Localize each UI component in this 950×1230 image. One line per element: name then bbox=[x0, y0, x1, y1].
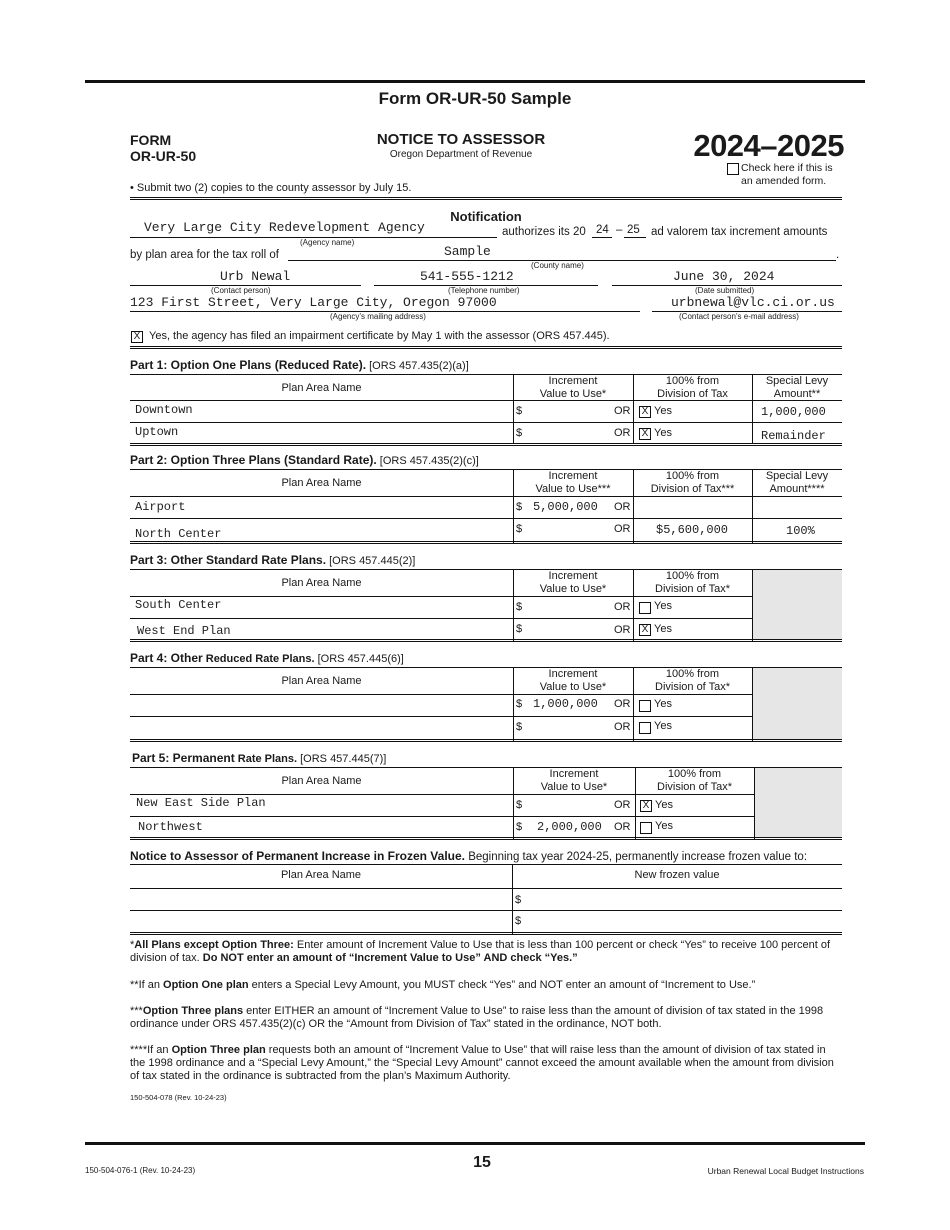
email-caption: (Contact person’s e-mail address) bbox=[679, 312, 799, 321]
after-year-text: ad valorem tax increment amounts bbox=[651, 226, 828, 238]
year-to-underline bbox=[624, 237, 646, 238]
footnote-3: ***Option Three plans enter EITHER an amount of “Increment Value to Use” to raise less than the amount of division of tax stated in the 1998 ordinance under ORS 457.435(2)(c) OR the “Amount from Division of Tax” stated in the ordinance, NOT both. bbox=[130, 1005, 824, 1030]
page-number: 15 bbox=[473, 1154, 491, 1171]
by-plan-text: by plan area for the tax roll of bbox=[130, 249, 279, 261]
county-period: . bbox=[836, 249, 840, 261]
part5-row1-plan-name[interactable]: New East Side Plan bbox=[136, 796, 266, 810]
part4-header-division: 100% from Division of Tax* bbox=[655, 668, 730, 693]
part3-row2-dollar: $ bbox=[516, 623, 523, 635]
part2-row2-or: OR bbox=[614, 523, 631, 535]
header-divider bbox=[130, 197, 842, 200]
tax-year: 2024–2025 bbox=[693, 128, 844, 163]
mailing-caption: (Agency’s mailing address) bbox=[330, 312, 426, 321]
part1-header-division: 100% from Division of Tax bbox=[657, 375, 728, 400]
footnotes bbox=[130, 939, 842, 1104]
part4-row1-yes-label: Yes bbox=[654, 698, 672, 710]
part2-header-division: 100% from Division of Tax*** bbox=[650, 470, 735, 495]
part3-row1-dollar: $ bbox=[516, 601, 523, 613]
part1-row-line bbox=[130, 422, 842, 423]
telephone-field[interactable]: 541-555-1212 bbox=[420, 269, 514, 284]
part4-row1-increment[interactable]: 1,000,000 bbox=[533, 697, 598, 711]
part3-shaded-column bbox=[753, 570, 842, 640]
part1-header-plan-name: Plan Area Name bbox=[281, 382, 362, 394]
part1-bottom-line bbox=[130, 443, 842, 446]
footnote-1: *All Plans except Option Three: Enter amount of Increment Value to Use that is less than 100 percent or check “Yes” to receive 100 percent of division of tax. Do NOT enter an amount of “Increment Value to Use” AND check “Yes.” bbox=[130, 939, 831, 964]
part5-row1-or: OR bbox=[614, 799, 631, 811]
part4-row-line bbox=[130, 716, 753, 717]
part2-row1-dollar: $ bbox=[516, 501, 523, 513]
footnote-4: ****If an Option Three plan requests both an amount of “Increment Value to Use” that will raise less than the amount of division of tax stated in the 1998 ordinance and a “Special Levy Amount,” the “Special Levy Amount” cannot exceed the amount available when the amount from division of tax stated in the ordinance is subtracted from the plan’s Maximum Authority. bbox=[130, 1044, 834, 1082]
part4-bottom-line bbox=[130, 739, 842, 742]
part4-row-line bbox=[130, 694, 753, 695]
frozen-header-new-value: New frozen value bbox=[634, 869, 720, 881]
part1-row2-or: OR bbox=[614, 427, 631, 439]
part1-row1-dollar: $ bbox=[516, 405, 523, 417]
part3-row2-yes-checkbox[interactable]: X bbox=[639, 624, 651, 636]
part1-row2-plan-name[interactable]: Uptown bbox=[135, 425, 179, 439]
part2-row1-increment[interactable]: 5,000,000 bbox=[533, 500, 598, 514]
part5-bottom-line bbox=[130, 837, 842, 840]
part2-title: Part 2: Option Three Plans (Standard Rate). [ORS 457.435(2)(c)] bbox=[130, 453, 479, 467]
part2-row1-plan-name[interactable]: Airport bbox=[135, 500, 186, 514]
notification-divider bbox=[130, 346, 842, 349]
telephone-caption: (Telephone number) bbox=[448, 286, 520, 295]
part2-header-plan-name: Plan Area Name bbox=[281, 477, 362, 489]
part1-row1-plan-name[interactable]: Downtown bbox=[135, 403, 193, 417]
part2-header-levy: Special Levy Amount**** bbox=[765, 470, 829, 495]
part2-row2-levy[interactable]: 100% bbox=[786, 524, 815, 538]
part5-row2-plan-name[interactable]: Northwest bbox=[138, 820, 203, 834]
part2-header-increment: Increment Value to Use*** bbox=[535, 470, 611, 495]
part5-row1-yes-label: Yes bbox=[655, 799, 673, 811]
year-dash: – bbox=[616, 224, 623, 236]
frozen-title: Notice to Assessor of Permanent Increase in Frozen Value. Beginning tax year 2024-25, permanently increase frozen value to: bbox=[130, 849, 808, 863]
part1-row1-yes-label: Yes bbox=[654, 405, 672, 417]
part1-row2-yes-checkbox[interactable]: X bbox=[639, 428, 651, 440]
part5-row-line bbox=[130, 794, 755, 795]
part5-shaded-column bbox=[755, 768, 842, 838]
part1-row2-dollar: $ bbox=[516, 427, 523, 439]
part1-row-line bbox=[130, 400, 842, 401]
part3-row2-yes-label: Yes bbox=[654, 623, 672, 635]
part4-row1-dollar: $ bbox=[516, 698, 523, 710]
form-revision: 150-504-078 (Rev. 10-24-23) bbox=[130, 1093, 227, 1102]
part2-row-line bbox=[130, 496, 842, 497]
part2-row-line bbox=[130, 518, 842, 519]
impairment-text: Yes, the agency has filed an impairment certificate by May 1 with the assessor (ORS 457.445). bbox=[149, 330, 610, 342]
part2-row2-dollar: $ bbox=[516, 523, 523, 535]
frozen-row1-dollar: $ bbox=[515, 894, 522, 906]
county-field[interactable]: Sample bbox=[444, 244, 491, 259]
part4-row2-dollar: $ bbox=[516, 721, 523, 733]
part3-header-plan-name: Plan Area Name bbox=[281, 577, 362, 589]
part4-row2-yes-checkbox[interactable] bbox=[639, 722, 651, 734]
part1-header-levy: Special Levy Amount** bbox=[765, 375, 829, 400]
part4-shaded-column bbox=[753, 668, 842, 739]
part5-row1-yes-checkbox[interactable]: X bbox=[640, 800, 652, 812]
notice-title: NOTICE TO ASSESSOR bbox=[376, 131, 546, 148]
agency-name-field[interactable]: Very Large City Redevelopment Agency bbox=[144, 220, 425, 235]
part3-title: Part 3: Other Standard Rate Plans. [ORS 457.445(2)] bbox=[130, 553, 416, 567]
part1-row1-yes-checkbox[interactable]: X bbox=[639, 406, 651, 418]
frozen-header-plan-name: Plan Area Name bbox=[280, 869, 362, 881]
amended-checkbox[interactable] bbox=[727, 163, 739, 175]
frozen-top-line bbox=[130, 864, 842, 865]
part1-row2-levy[interactable]: Remainder bbox=[761, 429, 826, 443]
part4-row2-or: OR bbox=[614, 721, 631, 733]
part3-header-division: 100% from Division of Tax* bbox=[655, 570, 730, 595]
part5-row2-increment[interactable]: 2,000,000 bbox=[537, 820, 602, 834]
frozen-bottom-line bbox=[130, 932, 842, 935]
impairment-checkbox[interactable]: X bbox=[131, 331, 143, 343]
part5-header-plan-name: Plan Area Name bbox=[281, 775, 362, 787]
part4-col-divider bbox=[752, 667, 753, 741]
part4-row2-yes-label: Yes bbox=[654, 720, 672, 732]
year-from-field[interactable]: 24 bbox=[596, 224, 609, 236]
amended-label: Check here if this is an amended form. bbox=[741, 162, 833, 187]
part3-row-line bbox=[130, 596, 753, 597]
part3-row2-plan-name[interactable]: West End Plan bbox=[137, 624, 231, 638]
footnote-2: **If an Option One plan enters a Special Levy Amount, you MUST check “Yes” and NOT enter an amount of “Increment to Use.” bbox=[130, 979, 756, 991]
part1-row1-levy[interactable]: 1,000,000 bbox=[761, 405, 826, 419]
part3-bottom-line bbox=[130, 639, 842, 642]
part3-row1-plan-name[interactable]: South Center bbox=[135, 598, 222, 612]
county-caption: (County name) bbox=[531, 261, 584, 270]
part3-row-line bbox=[130, 618, 753, 619]
agency-caption: (Agency name) bbox=[300, 238, 355, 247]
part3-row1-yes-label: Yes bbox=[654, 600, 672, 612]
part4-row1-yes-checkbox[interactable] bbox=[639, 700, 651, 712]
footer-rule bbox=[85, 1142, 865, 1145]
part5-row2-yes-label: Yes bbox=[655, 820, 673, 832]
top-rule bbox=[85, 80, 865, 83]
part1-header-increment: Increment Value to Use* bbox=[539, 375, 607, 400]
part2-row2-plan-name[interactable]: North Center bbox=[135, 527, 222, 541]
part4-header-plan-name: Plan Area Name bbox=[281, 675, 362, 687]
page-title: Form OR-UR-50 Sample bbox=[378, 89, 572, 108]
contact-caption: (Contact person) bbox=[211, 286, 271, 295]
part5-row2-dollar: $ bbox=[516, 821, 523, 833]
part4-title: Part 4: Other Reduced Rate Plans. [ORS 457.445(6)] bbox=[130, 651, 404, 665]
part4-row1-or: OR bbox=[614, 698, 631, 710]
part5-row-line bbox=[130, 816, 755, 817]
part5-row1-dollar: $ bbox=[516, 799, 523, 811]
frozen-row-line bbox=[130, 910, 842, 911]
part1-title: Part 1: Option One Plans (Reduced Rate). [ORS 457.435(2)(a)] bbox=[130, 358, 469, 372]
part4-header-increment: Increment Value to Use* bbox=[539, 668, 607, 693]
form-label: FORM OR-UR-50 bbox=[130, 132, 197, 164]
part1-row2-yes-label: Yes bbox=[654, 427, 672, 439]
part2-row2-division[interactable]: $5,600,000 bbox=[656, 523, 729, 537]
part5-header-increment: Increment Value to Use* bbox=[540, 768, 608, 793]
notification-heading: Notification bbox=[450, 209, 522, 224]
part3-row1-yes-checkbox[interactable] bbox=[639, 602, 651, 614]
part5-row2-or: OR bbox=[614, 821, 631, 833]
part5-col-divider bbox=[754, 767, 755, 839]
contact-person-field[interactable]: Urb Newal bbox=[220, 269, 291, 284]
authorizes-text: authorizes its 20 bbox=[502, 226, 586, 238]
part5-row2-yes-checkbox[interactable] bbox=[640, 822, 652, 834]
frozen-row2-dollar: $ bbox=[515, 915, 522, 927]
date-caption: (Date submitted) bbox=[695, 286, 755, 295]
part1-row1-or: OR bbox=[614, 405, 631, 417]
mailing-address-field[interactable]: 123 First Street, Very Large City, Oregon 97000 bbox=[130, 295, 497, 310]
notice-subtitle: Oregon Department of Revenue bbox=[389, 149, 533, 160]
part3-col-divider bbox=[752, 569, 753, 641]
part3-header-increment: Increment Value to Use* bbox=[539, 570, 607, 595]
footer-right-title: Urban Renewal Local Budget Instructions bbox=[707, 1166, 864, 1176]
part3-row1-or: OR bbox=[614, 601, 631, 613]
year-to-field[interactable]: 25 bbox=[627, 224, 640, 236]
email-field[interactable]: urbnewal@vlc.ci.or.us bbox=[671, 295, 835, 310]
part2-bottom-line bbox=[130, 541, 842, 544]
submit-note: • Submit two (2) copies to the county assessor by July 15. bbox=[130, 182, 412, 194]
part5-title: Part 5: Permanent Rate Plans. [ORS 457.445(7)] bbox=[132, 751, 387, 765]
frozen-row-line bbox=[130, 888, 842, 889]
year-from-underline bbox=[592, 237, 612, 238]
part2-row1-or: OR bbox=[614, 501, 631, 513]
part5-header-division: 100% from Division of Tax* bbox=[657, 768, 732, 793]
part3-row2-or: OR bbox=[614, 624, 631, 636]
footer-left-code: 150-504-076-1 (Rev. 10-24-23) bbox=[85, 1166, 196, 1175]
date-submitted-field[interactable]: June 30, 2024 bbox=[673, 269, 775, 284]
